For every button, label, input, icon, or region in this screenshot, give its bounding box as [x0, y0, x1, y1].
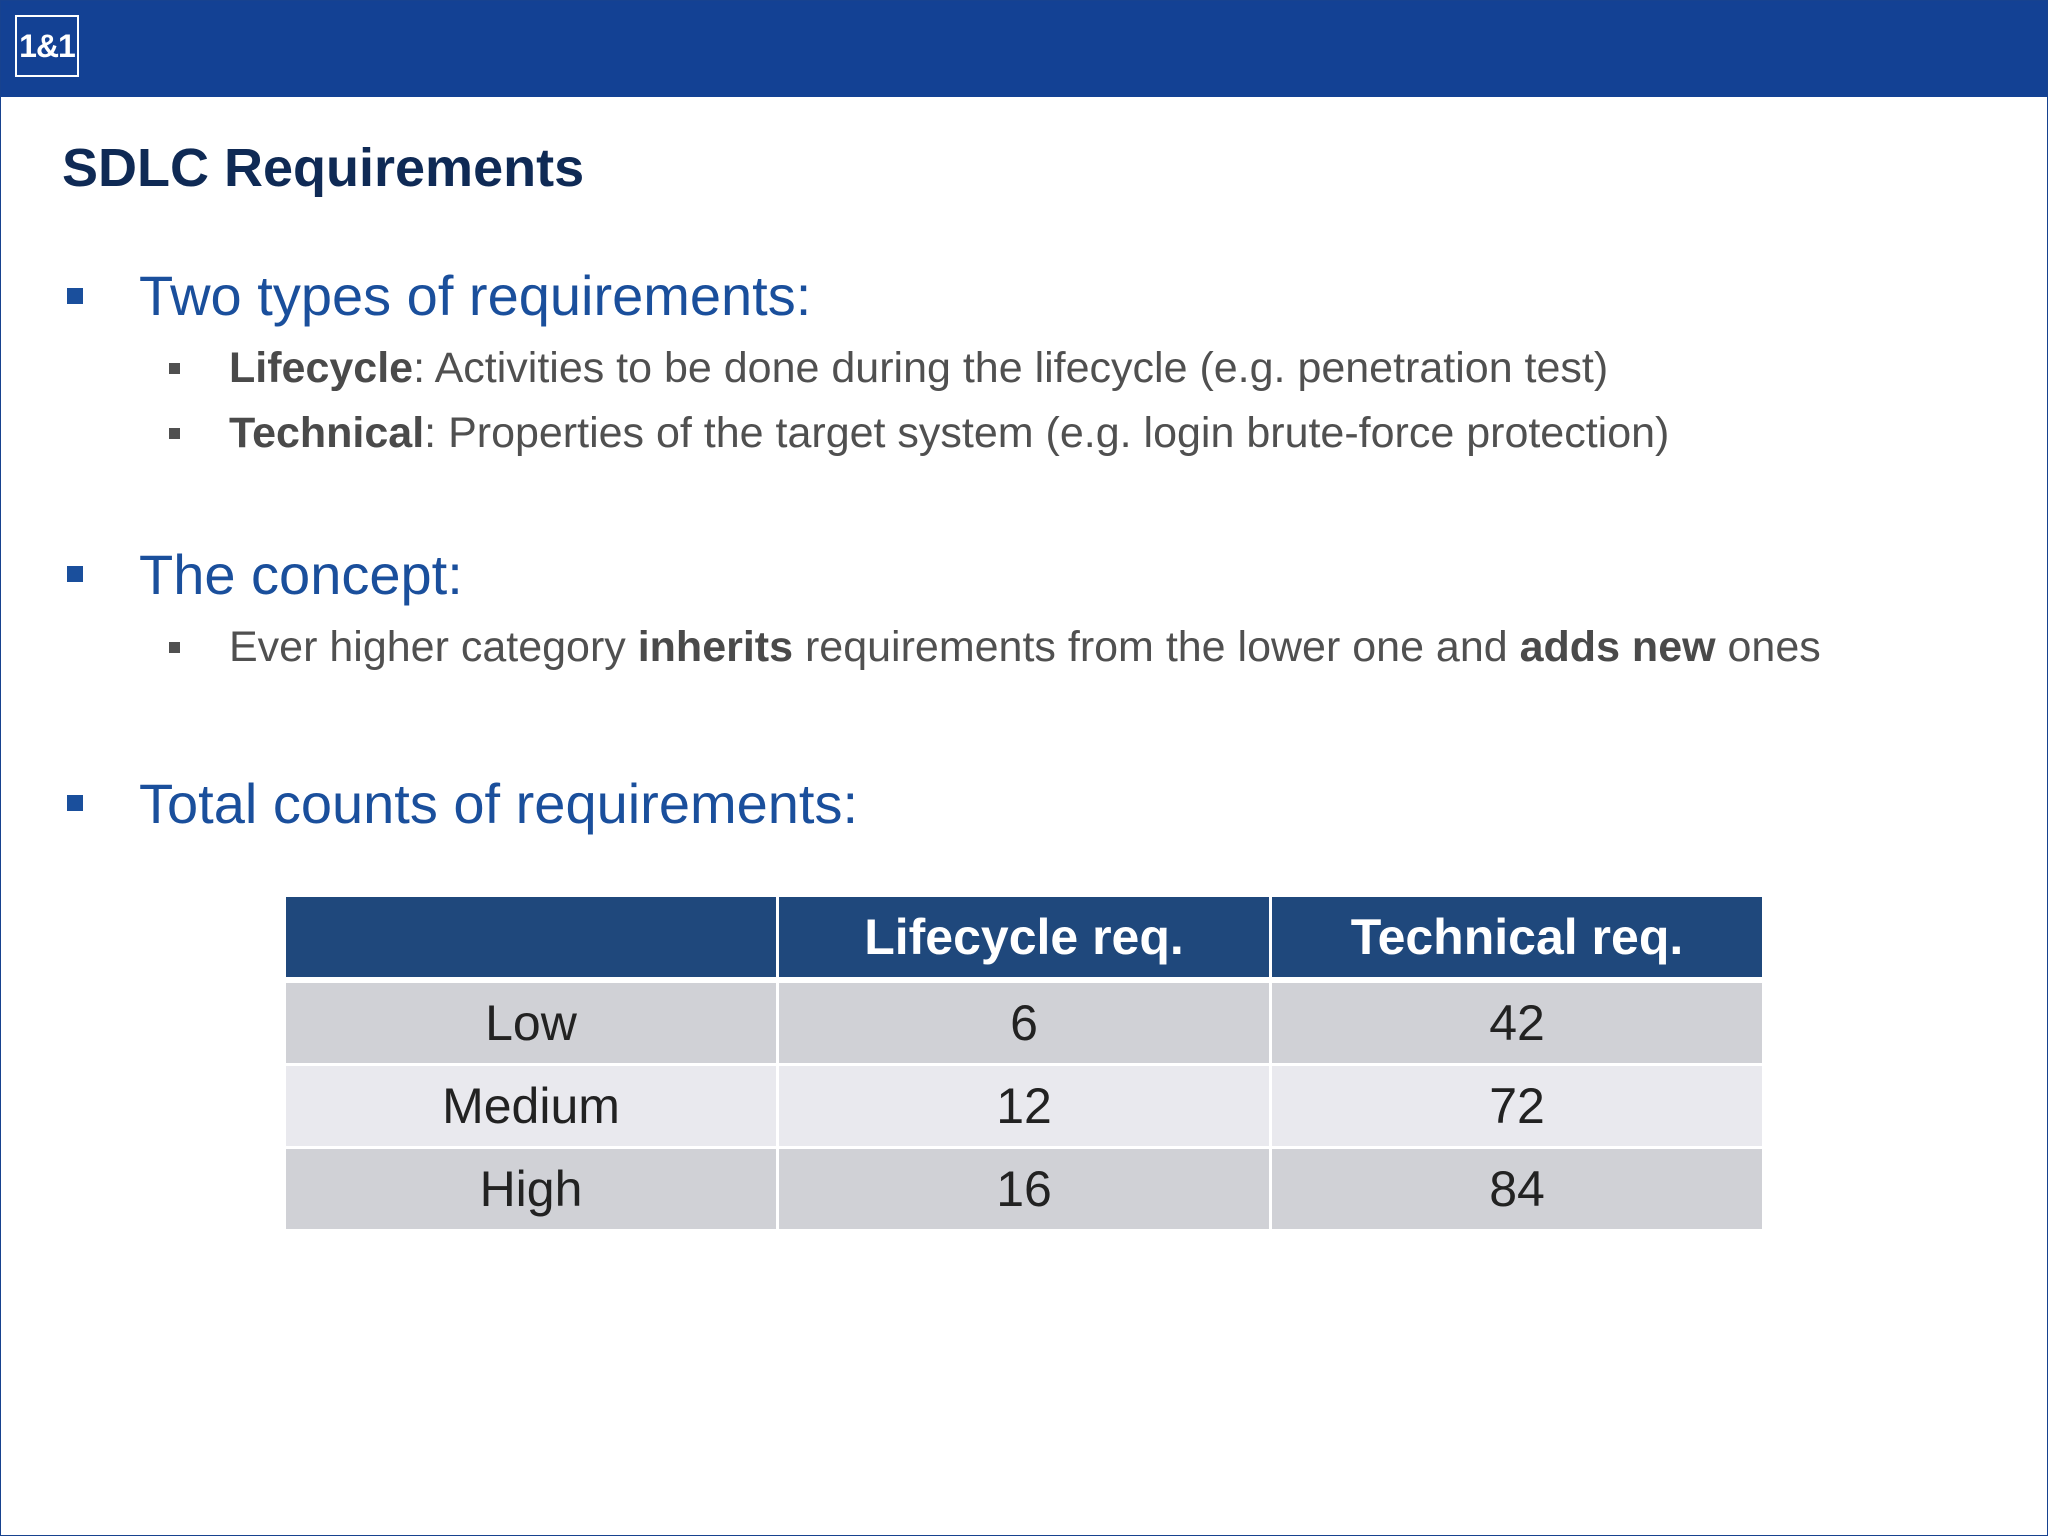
sub-point-text: Ever higher category — [229, 623, 638, 671]
sub-point-term: Technical — [229, 409, 425, 457]
sub-point — [229, 623, 1821, 672]
sub-point-text: : Activities to be done during the lifecycle (e.g. penetration test) — [413, 344, 1609, 392]
point-heading: Two types of requirements: — [139, 264, 812, 327]
sub-point-term: Lifecycle — [229, 344, 414, 392]
table-cell: 72 — [1271, 1065, 1764, 1148]
slide-title: SDLC Requirements — [62, 138, 585, 198]
table-cell: 42 — [1271, 980, 1764, 1065]
top-bar — [1, 1, 2047, 97]
table-cell: Medium — [285, 1065, 778, 1148]
table-cell: 12 — [778, 1065, 1271, 1148]
bullet-square-icon — [67, 566, 83, 582]
table-cell: 84 — [1271, 1148, 1764, 1231]
sub-point-text: : Properties of the target system (e.g. login brute-force protection) — [424, 409, 1670, 457]
table-header-cell: Technical req. — [1271, 897, 1764, 980]
sub-bullet-square-icon — [169, 363, 180, 374]
requirements-table — [283, 897, 1765, 1232]
table-header-cell: Lifecycle req. — [778, 897, 1271, 980]
table-cell: Low — [285, 980, 778, 1065]
sub-bullet-square-icon — [169, 428, 180, 439]
point-heading: The concept: — [139, 543, 463, 606]
brand-logo: 1&1 — [15, 15, 79, 77]
sub-point-emphasis: inherits — [637, 623, 794, 671]
sub-point-text: ones — [1715, 623, 1821, 671]
table-cell: 16 — [778, 1148, 1271, 1231]
table-header-row — [285, 897, 1764, 980]
sub-bullet-square-icon — [169, 642, 180, 653]
bullet-square-icon — [67, 795, 83, 811]
table-row — [285, 1065, 1764, 1148]
sub-point-emphasis: adds new — [1519, 623, 1716, 671]
table-cell: High — [285, 1148, 778, 1231]
sub-point — [229, 344, 1608, 393]
bullet-square-icon — [67, 288, 83, 304]
table-cell: 6 — [778, 980, 1271, 1065]
point-heading: Total counts of requirements: — [139, 772, 859, 835]
table-header-cell — [285, 897, 778, 980]
table-row — [285, 980, 1764, 1065]
sub-point — [229, 409, 1669, 458]
table-row — [285, 1148, 1764, 1231]
sub-point-text: requirements from the lower one and — [793, 623, 1520, 671]
